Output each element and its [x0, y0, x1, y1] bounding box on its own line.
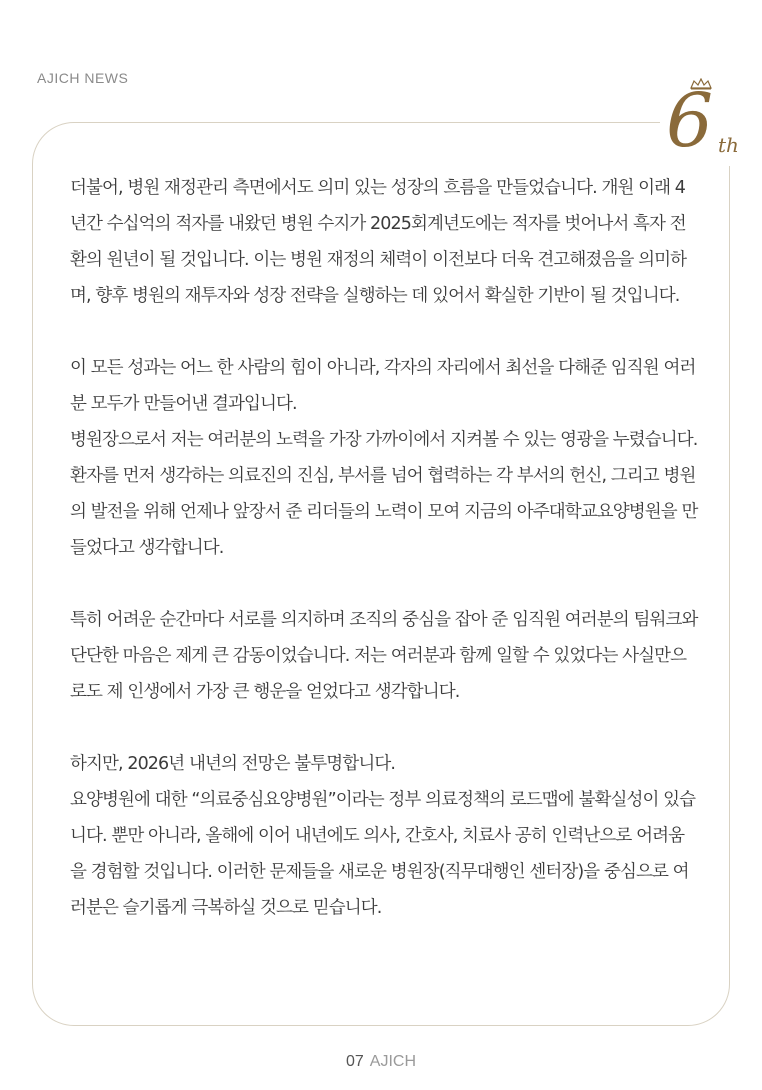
issue-number-suffix: th — [718, 133, 739, 157]
page-number: 07 — [345, 1053, 364, 1070]
paragraph: 요양병원에 대한 “의료중심요양병원”이라는 정부 의료정책의 로드맵에 불확실성이 있습니다. 뿐만 아니라, 올해에 이어 내년에도 의사, 간호사, 치료사 공히 인력난으로 어려움을 경험할 것입니다. 이러한 문제들을 새로운 병원장(직무대행인 센터장)을 중심으로 여러분은 슬기롭게 극복하실 것으로 믿습니다. — [70, 790, 696, 918]
paragraph: 병원장으로서 저는 여러분의 노력을 가장 가까이에서 지켜볼 수 있는 영광을 누렸습니다. 환자를 먼저 생각하는 의료진의 진심, 부서를 넘어 협력하는 각 부서의 헌신, 그리고 병원의 발전을 위해 언제나 앞장서 준 리더들의 노력이 모여 지금의 아주대학교요양병원을 만들었다고 생각합니다. — [70, 430, 698, 558]
paragraph: 이 모든 성과는 어느 한 사람의 힘이 아니라, 각자의 자리에서 최선을 다해준 임직원 여러분 모두가 만들어낸 결과입니다. — [70, 358, 696, 414]
issue-number: 6 — [666, 78, 714, 164]
page-footer — [0, 1053, 762, 1071]
paragraph-spacer — [70, 566, 698, 602]
paragraph-spacer — [70, 710, 698, 746]
issue-badge — [660, 78, 752, 166]
paragraph: 하지만, 2026년 내년의 전망은 불투명합니다. — [70, 754, 395, 774]
paragraph: 더불어, 병원 재정관리 측면에서도 의미 있는 성장의 흐름을 만들었습니다. 개원 이래 4년간 수십억의 적자를 내왔던 병원 수지가 2025회계년도에는 적자를 벗어나서 흑자 전환의 원년이 될 것입니다. 이는 병원 재정의 체력이 이전보다 더욱 견고해졌음을 의미하며, 향후 병원의 재투자와 성장 전략을 실행하는 데 있어서 확실한 기반이 될 것입니다. — [70, 178, 687, 306]
paragraph-spacer — [70, 314, 698, 350]
article-body — [70, 170, 698, 926]
footer-brand: AJICH — [369, 1053, 417, 1070]
newsletter-brand: AJICH NEWS — [37, 70, 129, 86]
paragraph: 특히 어려운 순간마다 서로를 의지하며 조직의 중심을 잡아 준 임직원 여러분의 팀워크와 단단한 마음은 제게 큰 감동이었습니다. 저는 여러분과 함께 일할 수 있었다는 사실만으로도 제 인생에서 가장 큰 행운을 얻었다고 생각합니다. — [70, 610, 698, 702]
